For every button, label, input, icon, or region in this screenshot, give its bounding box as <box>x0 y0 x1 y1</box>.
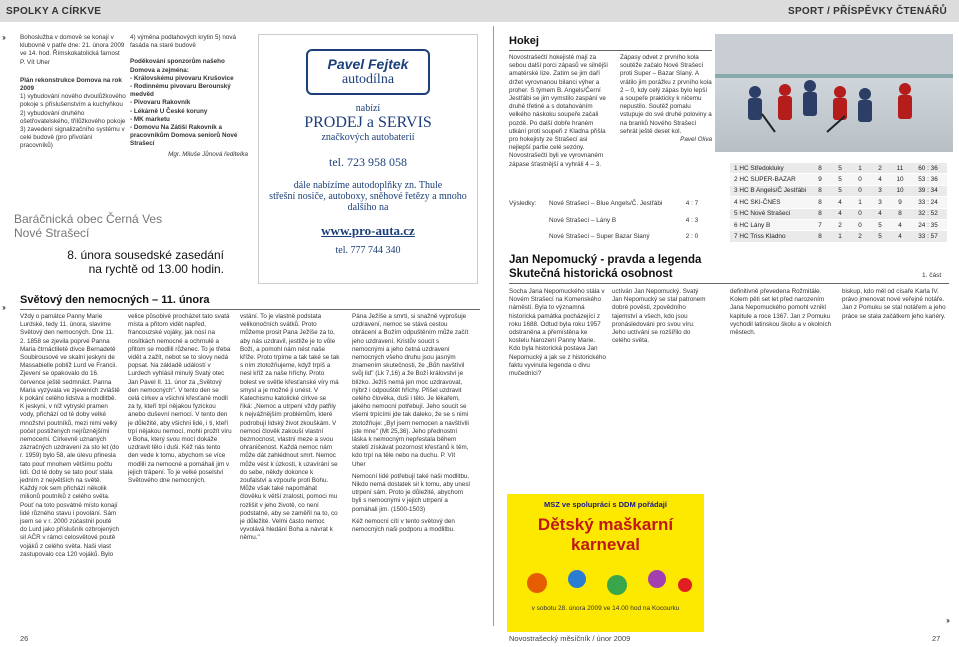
plan-item: 4) výměna podlahových krytin 5) nová fasáda na staré budově <box>130 34 237 50</box>
arrows-icon: ››› <box>946 616 948 625</box>
result-row: Nové Strašecí – Super Bazar Slaný 2 : 0 <box>549 233 699 240</box>
page-number-right: 27 <box>932 634 941 643</box>
nepomuk-column: definitivně převedena Rožmitále. Kolem pěti set let před narozením Jana Nepomuckého pomohl vznikl kapitule a roce 1367. Jan z Pomuku vychodil latinskou školu a v okolních městech. <box>730 288 832 337</box>
article-column: Vždy o památce Panny Marie Lurdské, tedy 11. února, slavíme Světový den nemocných. Dne 11. 2. 1858 se zjevila poprvé Panna Maria čtrnáctileté dívce Bernadetě Soubirousové ve skalní jeskyni de Massabielle poblíž Lurd ve Francii. Zjevení se opakovalo do 16. července ještě sedmnáct. Panna Maria vyzývala ve zjeveních zvláště k pokání celého lidstva a modlitbě. K jeskyni, v níž vytryskl pramen vody, přichází od té doby velké množství poutníků, mezi nimi velký počet postižených nejrůznějšími nemocemi. Církevně uznaných zázračných uzdravení za sto let (do r. 1959) bylo 58, ale úlevu přinesla tato pouť mnohem většímu počtu lidí. Od té doby se tato pouť stala jedním z největších na světě. Každý rok sem přichází několik milionů poutníků z celého světa. Pouť na toto posvátné místo konají lidé různého stavu i povolání. Sám jsem se v r. 2000 zúčastnil poutě do Lurd jako příslušník ozbrojených sil AČR v rámci celosvětové poutě vojáků z celého světa. Naši vlast zastupovalo cca 120 vojáků. Bylo <box>20 313 120 558</box>
sponsor-item: - Pivovaru Rakovník <box>130 99 191 107</box>
promo-line: Nové Strašecí <box>14 226 90 240</box>
home-services-column <box>20 34 126 194</box>
arrows-icon: ››› <box>2 33 4 42</box>
barracks-promo <box>14 212 224 282</box>
nepomuk-column: uctíván Jan Nepomucký. Svatý Jan Nepomucký se stal patronem dobré pověsti, zpovědního tajemství a všech, kdo jsou pronásledováni pro svou víru. Jeho uctívání se rozšířilo do celého světa. <box>612 288 706 345</box>
arrows-icon: ››› <box>2 303 4 312</box>
article-column: velice působivé procházet tato svatá místa a přitom vidět napřed, francouzské vojáky, jak nosí na nosítkách nemocné a ochrnulé a přitom se modlili růženec. To je třeba vidět a zažít, nebot se to slovy nedá popsat. Na základě událostí v Lurdech vyhlásil minulý Svatý otec Jan Pavel II. 11. únor za „Světový den nemocných". V tento den se celá církev a všichni křesťané modlí za ty, kteří trpí nějakou fyzickou anebo duševní nemocí. V tento den je důležité, aby všichni lidé, i ti, kteří trpí nějakou nemocí, mohli prožít víru v Boha, který svou mocí dokáže uzdravit tělo i duši. Kéž nás tento den vede k tomu, abychom se více modlili za nemocné a pomáhali jim v jejich trápení. To je velké poselství Světového dne nemocných. <box>128 313 232 485</box>
footer-title: Novostrašecký měsíčník / únor 2009 <box>509 634 631 643</box>
signature: Mgr. Miluše Jůnová ředitelka <box>168 150 248 158</box>
table-row: 4 HC SKI-ČNES 8 4 1 3 9 33 : 24 <box>730 197 947 208</box>
hockey-author: Pavel Oliva <box>680 136 712 144</box>
table-row: 1 HC Středokluky 8 5 1 2 11 60 : 36 <box>730 163 947 174</box>
plan-title: Plán rekonstrukce Domova na rok 2009 <box>20 76 122 93</box>
sponsors-title: Poděkování sponzorům našeho Domova a zejména: <box>130 58 225 74</box>
sponsors-column <box>130 34 248 204</box>
table-row: 3 HC B Angels/Č Jestřábi 8 5 0 3 10 39 : 34 <box>730 186 947 197</box>
nepomuk-subtitle: Skutečná historická osobnost <box>509 268 673 280</box>
table-row: 7 HC Triss Kladno 8 1 2 5 4 33 : 57 <box>730 231 947 242</box>
sponsor-item: - Rodinnému pivovaru Berounský medvěd <box>130 83 231 99</box>
table-row: 2 HC SUPER-BAZAR 9 5 0 4 10 53 : 36 <box>730 174 947 185</box>
article-column: Pána Ježíše a smrti, si snažně vyprošuje uzdravení, nemoc se stává cestou obrácení a Božím odpuštěním může začít jeho uzdravení. Kristův soucit s nemocnými a jeho četná uzdravení nemocných všeho druhu jsou jasným znamením skutečnosti, že „Bůh navštívil svůj lid" (Lk 7,16) a že Boží království je blízko. Ježíš nemá jen moc uzdravovat, nýbrž i odpouštět hříchy. Přišel uzdravit celého člověka, duši i tělo. Je lékařem, jakého nemocní potřebují. Jeho soucit se všemi trpícími jde tak daleko, že se s nimi ztotožňuje: „Byl jsem nemocen a navštívili jste mne" (Mt 25,36). Jeho přednostní láska k nemocným nepřestala během staletí získávat pozornost křesťanů k těm, kdo trpí na těle nebo na duchu. P. Vít Uher Nemocní lidé potřebují také naši modlitbu. Nikdo nemá dostatek sil k tomu, aby unesl utrpení sám. Proto je důležité, abychom byli s nemocnými v jejich utrpení a pomáhali jim. (1500-1503) Kéž nemocní cítí v tento světový den nemocných naši podporu a modlitbu. <box>352 313 470 534</box>
divider <box>493 26 494 626</box>
nepomuk-column: Socha Jana Nepomuckého stála v Novém Strašecí na Komenského náměstí. Byla to významná historická památka pocházející z roku 1688. Odtud byla roku 1957 odstraněna a přemístěna ke kostelu Narození Panny Marie. Kdo byla historická postava Jan Nepomucký a jak se z historického faktu vyvinula legenda o divu mučedníci? <box>509 288 606 378</box>
promo-line: Baráčnická obec Černá Ves <box>14 212 163 226</box>
hockey-photo <box>715 34 953 152</box>
left-section-header: SPOLKY A CÍRKVE <box>0 0 480 22</box>
result-row: Výsledky: Nové Strašecí – Blue Angels/Č. Jestřábi 4 : 7 <box>509 200 699 207</box>
promo-line: na rychtě od 13.00 hodin. <box>88 262 224 276</box>
plan-item: 1) vybudování nového dvoulůžkového pokoje s příslušenstvím a kuchyňkou <box>20 93 126 109</box>
hockey-results <box>509 196 712 246</box>
nepomuk-column: biskup, kdo měl od císaře Karla IV. právo jmenovat nové veřejné notáře. Jan z Pomuku se stal notářem a jeho práce se stala začátkem jeho kariéry. <box>842 288 946 320</box>
table-row: 5 HC Nové Strašecí 8 4 0 4 8 32 : 52 <box>730 209 947 220</box>
article-column: vstání. To je vlastně podstata velikonočních svátků. Proto můžeme prosit Pana Ježíše za to, aby nás uzdravil, jestliže je to vůle Boží, a pomohl nám nést naše kříže. Proto trpíme a tak také se tak s ním ztotožňujeme, když trpíš a nesl kříž za naše hříchy. Proto bolest ve světle křesťanské víry má smysl a je možné ji unést. V Katechismu katolické církve se říká: „Nemoc a utrpení vždy patřily k nejvážnějším problémům, které podrobují lidský život zkouškám. V nemoci člověk zakouší vlastní bezmocnost, vlastní meze a svou ohraničenost. Každá nemoc nám může dát zahlédnout smrt. Nemoc může vést k úzkosti, k uzavírání se do sebe, někdy dokonce k zoufalství a vzpouře proti Bohu. Může však také napomáhat člověku k větší zralosti, pomoci mu rozlišit v jeho životě, co není podstatné, aby se zaměřil na to, co je důležité. Velmi často nemoc vyvolává hledání Boha a návrat k němu." <box>240 313 340 542</box>
carnival-poster: MSZ ve spolupráci s DDM pořádají Dětský maškarní karneval v sobotu 28. února 2009 ve 14.00 hod na Kocourku <box>507 494 704 632</box>
hockey-title: Hokej <box>509 35 539 47</box>
intro-text: Bohoslužba v domově se konají v klubovně v patře dne: 21. února 2009 ve 14. hod. Římskokatolická farnost P. Vít Uher <box>20 34 125 66</box>
divider <box>509 283 949 284</box>
page-number-left: 26 <box>20 634 29 643</box>
divider <box>509 50 712 51</box>
sponsor-item: - Královskému pivovaru Krušovice <box>130 74 234 82</box>
right-section-header: SPORT / PŘÍSPĚVKY ČTENÁŘŮ <box>480 0 959 22</box>
divider <box>20 309 480 310</box>
part-label: 1. část <box>922 272 942 279</box>
plan-item: 2) vybudování druhého ošetřovatelského, třílůžkového pokoje <box>20 109 126 125</box>
result-row: Nové Strašecí – Lány B 4 : 3 <box>549 216 699 224</box>
plan-item: 3) zavedení signalizačního systému v celé budově (pro přivolání pracovníků) <box>20 126 125 150</box>
table-row: 6 HC Lány B 7 2 0 5 4 24 : 35 <box>730 220 947 231</box>
hockey-standings-table <box>730 163 947 243</box>
nepomuk-title: Jan Nepomucký - pravda a legenda <box>509 254 702 266</box>
ad-web-link[interactable]: www.pro-auta.cz <box>321 223 415 238</box>
autoservice-ad: Pavel Fejtek autodílna nabízí PRODEJ a SERVIS značkových autobaterií tel. 723 958 058 dále nabízíme autodoplňky zn. Thule střešní nosiče, autoboxy, sněhové řetězy a mnoho dalšího na www.pro-auta.cz tel. 777 744 340 <box>258 34 478 284</box>
sponsor-item: - MK marketu <box>130 115 170 123</box>
autoservice-logo: Pavel Fejtek autodílna <box>306 49 430 95</box>
promo-line: 8. února sousedské zasedání <box>67 248 224 262</box>
hockey-text: Zápasy odvet z prvního kola soutěže začalo Nové Strašecí proti Super – Bazar Slaný. A vrátilo jim porážku z prvního kola 2 – 0, kdy celý zápas bylo lepší a soupeře prakticky k ničemu nepustilo. Soutěž pomalu vstupuje do své druhé poloviny a na branků Nového Strašecí sehrát ještě deset kol. Pavel Oliva <box>620 54 712 144</box>
article-title: Světový den nemocných – 11. února <box>20 294 210 306</box>
sponsor-item: - Domovu Na Zátiší Rakovník a pracovníkům Domova seniorů Nové Strašecí <box>130 124 238 148</box>
hockey-text: Novostrašečtí hokejisté mají za sebou další porci zápasů ve silnější amatérské lize. Zatím se jim daří držet vyrovnanou bilanci výher a proher. S týmem B. Angels/Černí Jestřábi se jim vymstilo zaspání ve druhé třetině a s dotahováním velkého náskoku soupeře začali pozdě. Po další dobře hraném utkání proti soupeři z Kladna přišla pro hokejisty ze Strašecí asi nejlepší partie celé sezóny. Novostrašečtí byli ve vyrovnaném zápase šťastnější a vyhráli 4 – 3. <box>509 54 609 168</box>
sponsor-item: - Lékárně U České koruny <box>130 107 208 115</box>
